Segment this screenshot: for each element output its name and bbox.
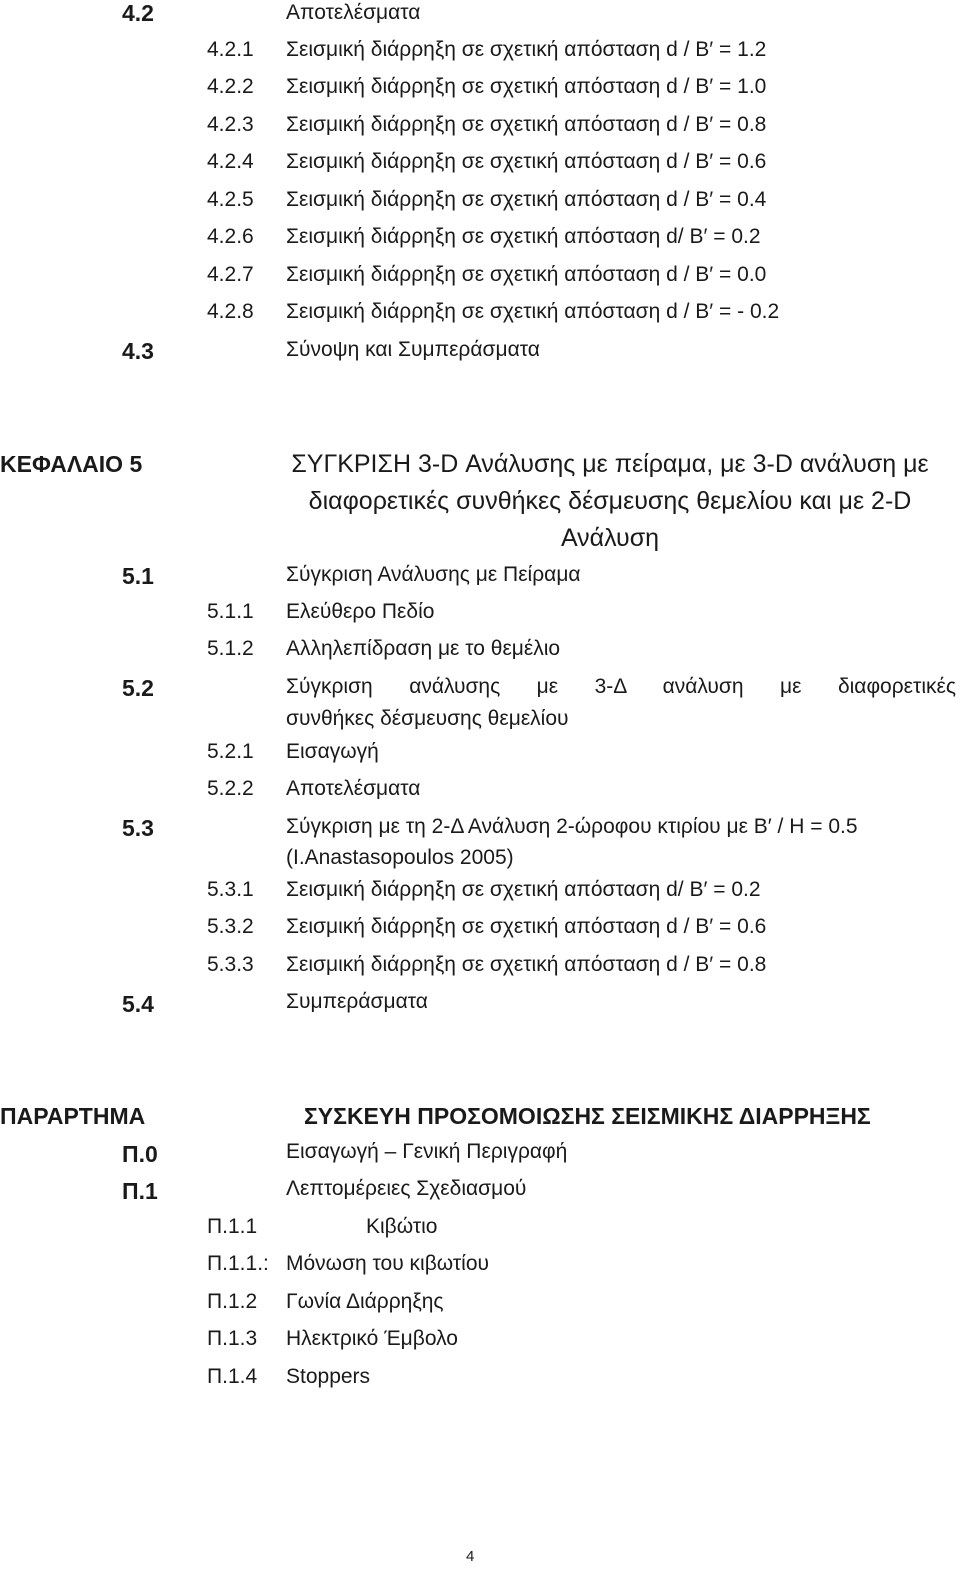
subsection-title: Κιβώτιο (366, 1215, 438, 1238)
section-number: Π.0 (122, 1141, 158, 1167)
subsection-title: Σεισμική διάρρηξη σε σχετική απόσταση d/ Β′ = 0.2 (286, 225, 761, 248)
subsection-title: Σεισμική διάρρηξη σε σχετική απόσταση d / Β′ = 0.0 (286, 263, 767, 286)
subsection-number: Π.1.2 (207, 1290, 258, 1313)
subsection-number: 4.2.8 (207, 300, 254, 323)
subsection-number: 5.3.2 (207, 915, 254, 938)
section-title: Αποτελέσματα (286, 1, 421, 24)
appendix-title: ΣΥΣΚΕΥΗ ΠΡΟΣΟΜΟΙΩΣΗΣ ΣΕΙΣΜΙΚΗΣ ΔΙΑΡΡΗΞΗΣ (304, 1103, 871, 1129)
subsection-title: Σεισμική διάρρηξη σε σχετική απόσταση d / Β′ = 0.8 (286, 953, 767, 976)
subsection-number: 4.2.5 (207, 188, 254, 211)
subsection-title: Σεισμική διάρρηξη σε σχετική απόσταση d / Β′ = - 0.2 (286, 300, 780, 323)
subsection-title: Stoppers (286, 1365, 371, 1388)
subsection-number: 4.2.6 (207, 225, 254, 248)
subsection-title: Σεισμική διάρρηξη σε σχετική απόσταση d / Β′ = 0.6 (286, 150, 767, 173)
subsection-number: 4.2.1 (207, 38, 254, 61)
appendix-label: ΠΑΡΑΡΤΗΜΑ (0, 1103, 146, 1129)
section-number: 5.3 (122, 815, 154, 841)
subsection-number: 5.2.1 (207, 740, 254, 763)
subsection-title: Ηλεκτρικό Έμβολο (286, 1327, 458, 1350)
subsection-title: Μόνωση του κιβωτίου (286, 1252, 490, 1275)
subsection-number: Π.1.1.: (207, 1252, 269, 1275)
subsection-number: Π.1.4 (207, 1365, 258, 1388)
section-title-continued: (I.Anastasopoulos 2005) (286, 846, 514, 869)
subsection-title: Σεισμική διάρρηξη σε σχετική απόσταση d / Β′ = 0.8 (286, 113, 767, 136)
section-number: Π.1 (122, 1178, 158, 1204)
section-title: Σύγκριση με τη 2-Δ Ανάλυση 2-ώροφου κτιρίου με Β′ / Η = 0.5 (286, 815, 858, 838)
section-number: 4.2 (122, 0, 154, 26)
subsection-title: Ελεύθερο Πεδίο (286, 600, 435, 623)
chapter-title: ΣΥΓΚΡΙΣΗ 3-D Ανάλυσης με πείραμα, με 3-D ανάλυση με διαφορετικές συνθήκες δέσμευσης θεμελίου και με 2-D Ανάλυση (291, 450, 929, 552)
subsection-title: Εισαγωγή (286, 740, 379, 763)
section-title: Σύγκριση ανάλυσης με 3-Δ ανάλυση με διαφορετικές (286, 675, 956, 698)
subsection-number: Π.1.3 (207, 1327, 258, 1350)
section-number: 5.4 (122, 991, 154, 1017)
section-title: Σύνοψη και Συμπεράσματα (286, 338, 540, 361)
subsection-title: Αλληλεπίδραση με το θεμέλιο (286, 637, 561, 660)
subsection-title: Γωνία Διάρρηξης (286, 1290, 444, 1313)
section-title: Εισαγωγή – Γενική Περιγραφή (286, 1140, 568, 1163)
section-number: 5.2 (122, 675, 154, 701)
chapter-label: ΚΕΦΑΛΑΙΟ 5 (0, 451, 143, 477)
subsection-number: 5.3.3 (207, 953, 254, 976)
subsection-number: 4.2.2 (207, 75, 254, 98)
subsection-title: Σεισμική διάρρηξη σε σχετική απόσταση d / Β′ = 1.2 (286, 38, 767, 61)
subsection-number: 4.2.7 (207, 263, 254, 286)
section-title-continued: συνθήκες δέσμευσης θεμελίου (286, 707, 569, 730)
page-number: 4 (466, 1548, 475, 1565)
subsection-number: 4.2.4 (207, 150, 254, 173)
subsection-title: Αποτελέσματα (286, 777, 421, 800)
subsection-title: Σεισμική διάρρηξη σε σχετική απόσταση d / Β′ = 1.0 (286, 75, 767, 98)
section-number: 5.1 (122, 563, 154, 589)
section-title: Συμπεράσματα (286, 990, 428, 1013)
subsection-number: 5.1.1 (207, 600, 254, 623)
subsection-title: Σεισμική διάρρηξη σε σχετική απόσταση d / Β′ = 0.4 (286, 188, 767, 211)
subsection-number: 4.2.3 (207, 113, 254, 136)
subsection-number: 5.2.2 (207, 777, 254, 800)
subsection-title: Σεισμική διάρρηξη σε σχετική απόσταση d / Β′ = 0.6 (286, 915, 767, 938)
subsection-number: 5.1.2 (207, 637, 254, 660)
section-number: 4.3 (122, 338, 154, 364)
subsection-number: 5.3.1 (207, 878, 254, 901)
section-title: Σύγκριση Ανάλυσης με Πείραμα (286, 563, 581, 586)
subsection-number: Π.1.1 (207, 1215, 258, 1238)
subsection-title: Σεισμική διάρρηξη σε σχετική απόσταση d/ Β′ = 0.2 (286, 878, 761, 901)
section-title: Λεπτομέρειες Σχεδιασμού (286, 1177, 527, 1200)
